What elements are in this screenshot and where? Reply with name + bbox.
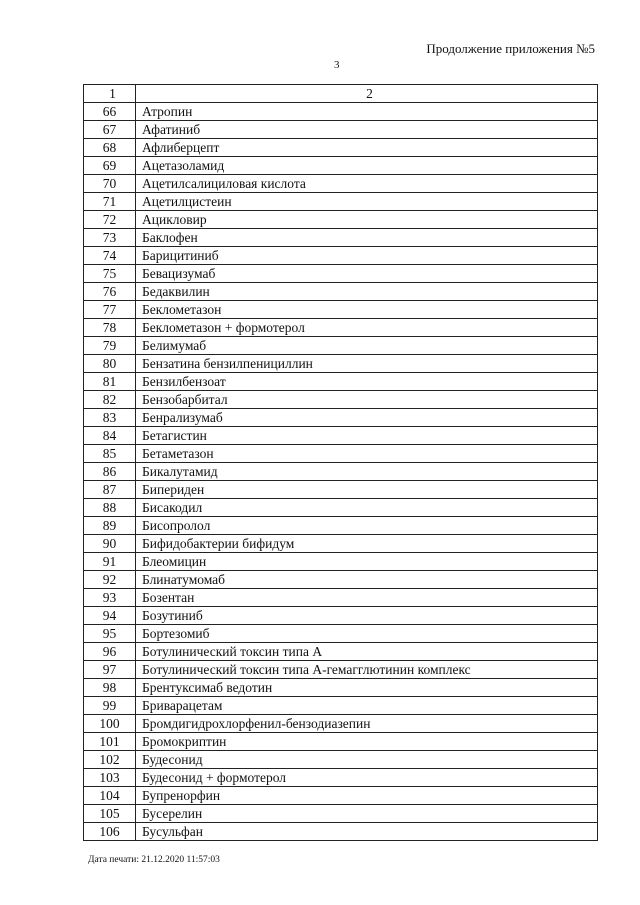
table-row bbox=[84, 355, 598, 373]
row-number: 93 bbox=[84, 589, 136, 607]
drug-name: Бусерелин bbox=[136, 805, 598, 823]
drug-name: Бупренорфин bbox=[136, 787, 598, 805]
drug-name: Бензилбензоат bbox=[136, 373, 598, 391]
drug-name: Бромокриптин bbox=[136, 733, 598, 751]
drug-name: Бензатина бензилпенициллин bbox=[136, 355, 598, 373]
row-number: 66 bbox=[84, 103, 136, 121]
table-row bbox=[84, 373, 598, 391]
row-number: 79 bbox=[84, 337, 136, 355]
row-number: 72 bbox=[84, 211, 136, 229]
row-number: 98 bbox=[84, 679, 136, 697]
table-row bbox=[84, 175, 598, 193]
table-row bbox=[84, 427, 598, 445]
drug-name: Атропин bbox=[136, 103, 598, 121]
drug-name: Бозутиниб bbox=[136, 607, 598, 625]
drug-name: Будесонид bbox=[136, 751, 598, 769]
table-header-row bbox=[84, 85, 598, 103]
row-number: 96 bbox=[84, 643, 136, 661]
drug-name: Беклометазон + формотерол bbox=[136, 319, 598, 337]
table-row bbox=[84, 751, 598, 769]
table-row bbox=[84, 229, 598, 247]
drug-name: Бриварацетам bbox=[136, 697, 598, 715]
row-number: 82 bbox=[84, 391, 136, 409]
table-row bbox=[84, 643, 598, 661]
table-row bbox=[84, 607, 598, 625]
table-row bbox=[84, 283, 598, 301]
table-row bbox=[84, 553, 598, 571]
table-row bbox=[84, 409, 598, 427]
row-number: 99 bbox=[84, 697, 136, 715]
table-row bbox=[84, 679, 598, 697]
drug-name: Бензобарбитал bbox=[136, 391, 598, 409]
document-header: Продолжение приложения №5 bbox=[426, 41, 595, 56]
table-row bbox=[84, 445, 598, 463]
table-row bbox=[84, 769, 598, 787]
drug-name: Бромдигидрохлорфенил-бензодиазепин bbox=[136, 715, 598, 733]
drug-name: Бозентан bbox=[136, 589, 598, 607]
table-row bbox=[84, 517, 598, 535]
drug-name: Будесонид + формотерол bbox=[136, 769, 598, 787]
drug-name: Афлиберцепт bbox=[136, 139, 598, 157]
row-number: 104 bbox=[84, 787, 136, 805]
table-row bbox=[84, 319, 598, 337]
row-number: 76 bbox=[84, 283, 136, 301]
drug-name: Ацикловир bbox=[136, 211, 598, 229]
drug-name: Бедаквилин bbox=[136, 283, 598, 301]
row-number: 75 bbox=[84, 265, 136, 283]
drug-name: Бетаметазон bbox=[136, 445, 598, 463]
page-number: 3 bbox=[334, 59, 340, 71]
table-row bbox=[84, 661, 598, 679]
table-row bbox=[84, 247, 598, 265]
row-number: 78 bbox=[84, 319, 136, 337]
drug-name: Ацетазоламид bbox=[136, 157, 598, 175]
row-number: 85 bbox=[84, 445, 136, 463]
drug-name: Беклометазон bbox=[136, 301, 598, 319]
drug-name: Баклофен bbox=[136, 229, 598, 247]
drug-name: Бифидобактерии бифидум bbox=[136, 535, 598, 553]
drug-name: Ботулинический токсин типа А-гемагглютинин комплекс bbox=[136, 661, 598, 679]
column-header-number: 1 bbox=[84, 85, 136, 103]
drug-name: Блинатумомаб bbox=[136, 571, 598, 589]
drug-name: Ацетилсалициловая кислота bbox=[136, 175, 598, 193]
row-number: 88 bbox=[84, 499, 136, 517]
row-number: 81 bbox=[84, 373, 136, 391]
drug-name: Бетагистин bbox=[136, 427, 598, 445]
table-row bbox=[84, 787, 598, 805]
table-row bbox=[84, 625, 598, 643]
table-row bbox=[84, 337, 598, 355]
row-number: 73 bbox=[84, 229, 136, 247]
drug-table bbox=[83, 84, 598, 841]
row-number: 103 bbox=[84, 769, 136, 787]
table-row bbox=[84, 499, 598, 517]
drug-name: Брентуксимаб ведотин bbox=[136, 679, 598, 697]
row-number: 74 bbox=[84, 247, 136, 265]
drug-name: Бисопролол bbox=[136, 517, 598, 535]
table-row bbox=[84, 103, 598, 121]
row-number: 83 bbox=[84, 409, 136, 427]
table-row bbox=[84, 193, 598, 211]
drug-name: Бенрализумаб bbox=[136, 409, 598, 427]
table-row bbox=[84, 823, 598, 841]
table-row bbox=[84, 697, 598, 715]
drug-name: Бевацизумаб bbox=[136, 265, 598, 283]
drug-name: Бортезомиб bbox=[136, 625, 598, 643]
row-number: 90 bbox=[84, 535, 136, 553]
row-number: 70 bbox=[84, 175, 136, 193]
table-row bbox=[84, 589, 598, 607]
table-row bbox=[84, 733, 598, 751]
table-row bbox=[84, 265, 598, 283]
table-row bbox=[84, 301, 598, 319]
table-row bbox=[84, 391, 598, 409]
row-number: 77 bbox=[84, 301, 136, 319]
table-row bbox=[84, 139, 598, 157]
drug-name: Барицитиниб bbox=[136, 247, 598, 265]
row-number: 106 bbox=[84, 823, 136, 841]
row-number: 86 bbox=[84, 463, 136, 481]
print-date: Дата печати: 21.12.2020 11:57:03 bbox=[88, 855, 220, 865]
row-number: 92 bbox=[84, 571, 136, 589]
row-number: 69 bbox=[84, 157, 136, 175]
row-number: 71 bbox=[84, 193, 136, 211]
drug-name: Бусульфан bbox=[136, 823, 598, 841]
row-number: 84 bbox=[84, 427, 136, 445]
row-number: 105 bbox=[84, 805, 136, 823]
row-number: 91 bbox=[84, 553, 136, 571]
row-number: 100 bbox=[84, 715, 136, 733]
row-number: 95 bbox=[84, 625, 136, 643]
row-number: 102 bbox=[84, 751, 136, 769]
column-header-name: 2 bbox=[136, 85, 598, 103]
table-row bbox=[84, 571, 598, 589]
drug-name: Ботулинический токсин типа А bbox=[136, 643, 598, 661]
drug-name: Блеомицин bbox=[136, 553, 598, 571]
table-row bbox=[84, 715, 598, 733]
row-number: 97 bbox=[84, 661, 136, 679]
row-number: 101 bbox=[84, 733, 136, 751]
row-number: 87 bbox=[84, 481, 136, 499]
drug-name: Афатиниб bbox=[136, 121, 598, 139]
drug-name: Бипериден bbox=[136, 481, 598, 499]
table-row bbox=[84, 121, 598, 139]
row-number: 89 bbox=[84, 517, 136, 535]
drug-name: Ацетилцистеин bbox=[136, 193, 598, 211]
table-row bbox=[84, 481, 598, 499]
table-row bbox=[84, 211, 598, 229]
drug-name: Бисакодил bbox=[136, 499, 598, 517]
table-row bbox=[84, 463, 598, 481]
table-row bbox=[84, 157, 598, 175]
row-number: 67 bbox=[84, 121, 136, 139]
table-row bbox=[84, 535, 598, 553]
drug-name: Белимумаб bbox=[136, 337, 598, 355]
drug-name: Бикалутамид bbox=[136, 463, 598, 481]
row-number: 94 bbox=[84, 607, 136, 625]
row-number: 80 bbox=[84, 355, 136, 373]
table-row bbox=[84, 805, 598, 823]
row-number: 68 bbox=[84, 139, 136, 157]
